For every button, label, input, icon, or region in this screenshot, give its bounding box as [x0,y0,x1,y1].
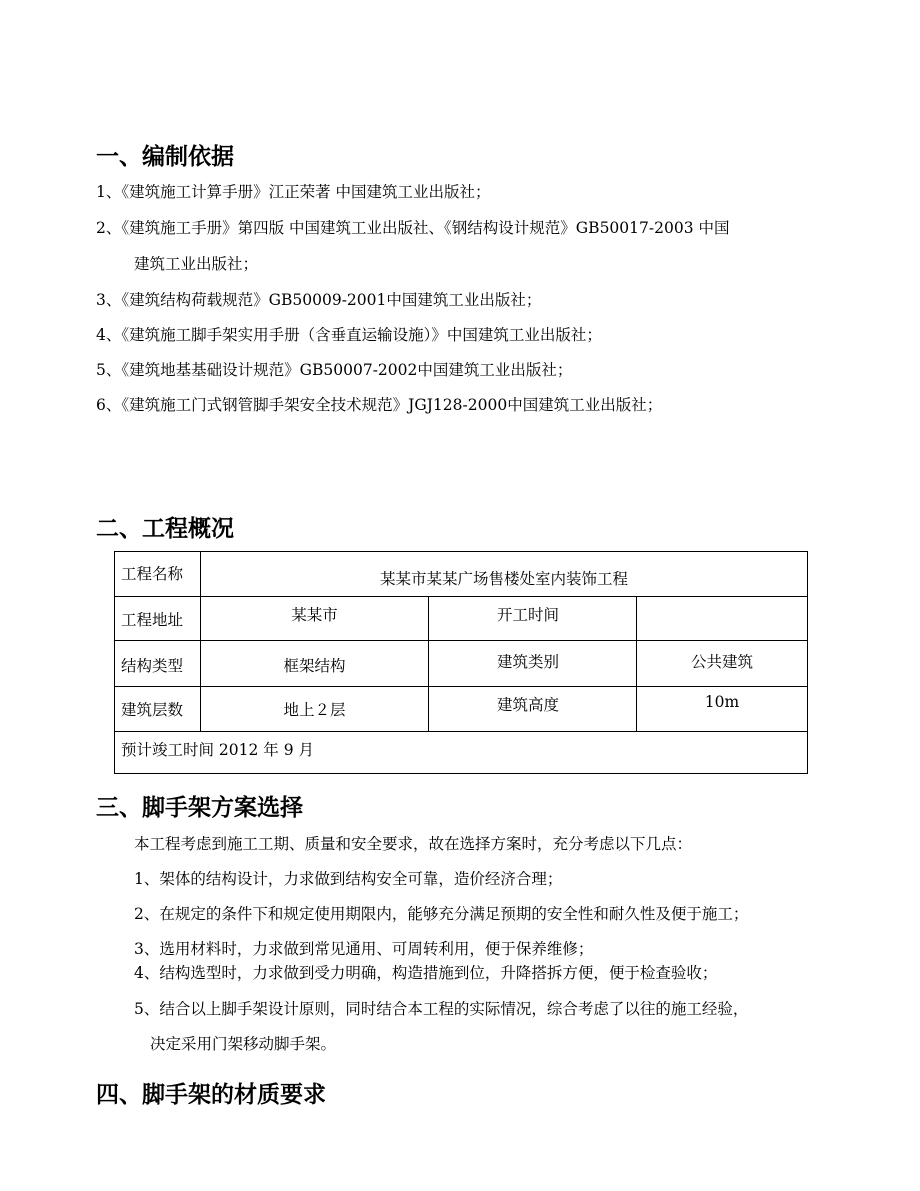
reference-item: 3、《建筑结构荷载规范》GB50009-2001中国建筑工业出版社； [96,291,542,309]
project-name-value: 某某市某某广场售楼处室内装饰工程 [201,552,808,597]
requirement-item: 3、选用材料时，力求做到常见通用、可周转利用，便于保养维修； [134,940,594,958]
table-row [115,552,808,597]
address-label: 工程地址 [115,597,201,641]
reference-item: 6、《建筑施工门式钢管脚手架安全技术规范》JGJ128-2000中国建筑工业出版社； [96,396,663,414]
table-row [115,641,808,687]
floors-value: 地上２层 [201,687,429,732]
building-height-value: 10m [637,687,808,732]
start-time-value [637,597,808,641]
structure-type-label: 结构类型 [115,641,201,687]
requirement-item: 2、在规定的条件下和规定使用期限内，能够充分满足预期的安全性和耐久性及便于施工； [134,905,749,923]
section-2-heading: 二、工程概况 [96,515,234,542]
address-value: 某某市 [201,597,429,641]
requirement-item: 4、结构选型时，力求做到受力明确，构造措施到位，升降搭拆方便，便于检查验收； [134,964,718,982]
requirement-item: 5、结合以上脚手架设计原则，同时结合本工程的实际情况，综合考虑了以往的施工经验， [134,1000,749,1018]
project-overview-table [114,551,808,774]
floors-label: 建筑层数 [115,687,201,732]
table-row [115,597,808,641]
start-time-label: 开工时间 [429,597,637,641]
requirement-item: 1、架体的结构设计，力求做到结构安全可靠，造价经济合理； [134,870,563,888]
structure-type-value: 框架结构 [201,641,429,687]
section-1-heading: 一、编制依据 [96,143,234,170]
table-row [115,687,808,732]
completion-time: 预计竣工时间 2012 年 9 月 [115,732,808,774]
requirement-item-continuation: 决定采用门架移动脚手架。 [150,1035,337,1053]
reference-item: 2、《建筑施工手册》第四版 中国建筑工业出版社、《钢结构设计规范》GB50017-2003 中国 [96,219,730,237]
section-3-heading: 三、脚手架方案选择 [96,794,303,821]
reference-item-continuation: 建筑工业出版社； [134,255,259,273]
reference-item: 5、《建筑地基基础设计规范》GB50007-2002中国建筑工业出版社； [96,361,573,379]
project-name-label: 工程名称 [115,552,201,597]
section-3-intro: 本工程考虑到施工工期、质量和安全要求，故在选择方案时，充分考虑以下几点： [134,835,693,853]
building-category-label: 建筑类别 [429,641,637,687]
table-row [115,732,808,774]
building-height-label: 建筑高度 [429,687,637,732]
reference-item: 1、《建筑施工计算手册》江正荣著 中国建筑工业出版社； [96,183,491,201]
reference-item: 4、《建筑施工脚手架实用手册（含垂直运输设施）》中国建筑工业出版社； [96,326,602,344]
section-4-heading: 四、脚手架的材质要求 [96,1081,326,1108]
building-category-value: 公共建筑 [637,641,808,687]
